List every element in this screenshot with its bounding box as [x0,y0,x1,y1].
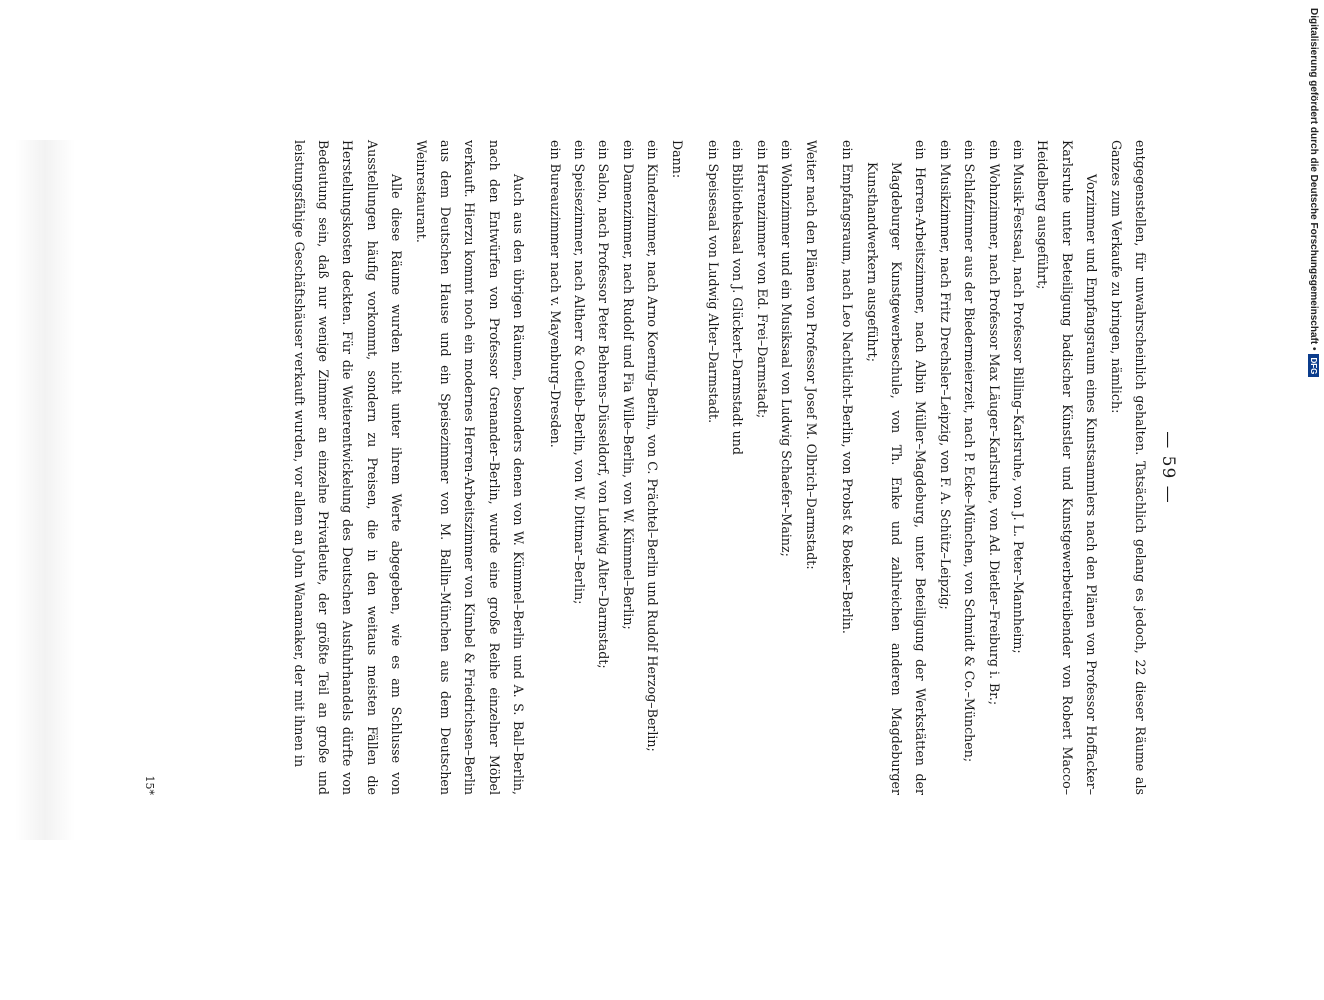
text-line: ein Herren-Arbeitszimmer, nach Albin Müller–Magdeburg, unter Beteiligung der Werkstätten der Magdeburger Kunstgewerbeschule, von Th. Enke und zahlreichen anderen Magdeburger Kunsthandwerkern ausgeführt; [864,140,929,795]
dfg-logo: DFG [1309,354,1320,377]
text-line: Auch aus den übrigen Räumen, besonders denen von W. Kümmel–Berlin und A. S. Ball–Berlin, nach den Entwürfen von Professor Grenander–Berlin, wurde eine große Reihe einzelner Möbel verkauft. Hierzu kommt noch ein modernes Herren-Arbeitszimmer von Kimbel & Friedrichsen–Berlin aus dem Deutschen Hause und ein Speisezimmer von M. Ballin–München aus dem Deutschen Weinrestaurant. [413,140,527,795]
scan-edge-shading [15,140,75,840]
text-line: ein Wohnzimmer, nach Professor Max Läuger–Karlsruhe, von Ad. Dietler–Freiburg i. Br.; [986,140,1002,706]
text-line: ein Musikzimmer, nach Fritz Drechsler–Leipzig, von F. A. Schütz–Leipzig; [937,140,953,610]
paragraph-gap [823,140,835,795]
text-line: ein Herrenzimmer von Ed. Frei–Darmstadt; [754,140,770,419]
text-line: Dann: [669,140,685,179]
paragraph-gap [689,140,701,795]
text-line: ein Musik-Festsaal, nach Professor Billing–Karlsruhe, von J. L. Peter–Mannheim; [1010,140,1026,654]
text-line: ein Wohnzimmer und ein Musiksaal von Ludwig Schaefer–Mainz; [779,140,795,557]
text-line: Alle diese Räume wurden nicht unter ihrem Werte abgegeben, wie es am Schlusse von Ausstellungen häufig vorkommt, sondern zu Preisen, die in den weitaus meisten Fällen die Herstellungskosten deckten. Für die Weiterentwickelung des Deutschen Ausfuhrhandels dürfte von Bedeutung sein, daß nur wenige Zimmer an einzelne Privatleute, der größte Teil an große und leistungsfähige Geschäftshäuser verkauft wurden, vor allem an John Wanamaker, der mit ihnen in [291,140,405,795]
text-line: ein Empfangsraum, nach Leo Nachtlicht–Berlin, von Probst & Boeker–Berlin. [840,140,856,634]
body-text [286,140,1152,795]
text-line: ein Bureauzimmer nach v. Mayenburg–Dresden. [547,140,563,448]
text-line: ein Schlafzimmer aus der Biedermeierzeit, nach P. Ecke–München, von Schmidt & Co.–München; [962,140,978,763]
text-line: entgegenstellen, für unwahrscheinlich gehalten. Tatsächlich gelang es jedoch, 22 dieser Räume als Ganzes zum Verkaufe zu bringen, nämlich: [1108,140,1148,795]
page-number: — 59 — [1158,431,1178,504]
text-line: ein Speisezimmer, nach Altherr & Oetlieb–Berlin, von W. Dittmar–Berlin; [572,140,588,605]
text-line: ein Bibliotheksaal von J. Glückert–Darmstadt und [730,140,746,455]
text-line: Vorzimmer und Empfangsraum eines Kunstsammlers nach den Plänen von Professor Hoffacker–Karlsruhe unter Beteiligung badischer Künstler und Kunstgewerbetreibender von Robert Macco–Heidelberg ausgeführt; [1035,140,1100,795]
text-line: ein Damenzimmer, nach Rudolf und Fia Wille–Berlin, von W. Kümmel–Berlin; [620,140,636,630]
paragraph-gap [530,140,542,795]
text-line: ein Salon, nach Professor Peter Behrens–Düsseldorf, von Ludwig Alter–Darmstadt; [596,140,612,669]
text-line: ein Speisesaal von Ludwig Alter–Darmstadt. [706,140,722,424]
credit-strip [1302,8,1324,428]
text-line: ein Kinderzimmer, nach Arno Koernig–Berlin, von C. Prächtel–Berlin und Rudolf Herzog–Berlin; [645,140,661,752]
credit-text: Digitalisierung gefördert durch die Deutsche Forschungsgemeinschaft • [1308,8,1320,351]
document-page [133,140,1178,795]
signature-mark: 15* [143,775,156,795]
text-line: Weiter nach den Plänen von Professor Josef M. Olbrich–Darmstadt: [803,140,819,570]
